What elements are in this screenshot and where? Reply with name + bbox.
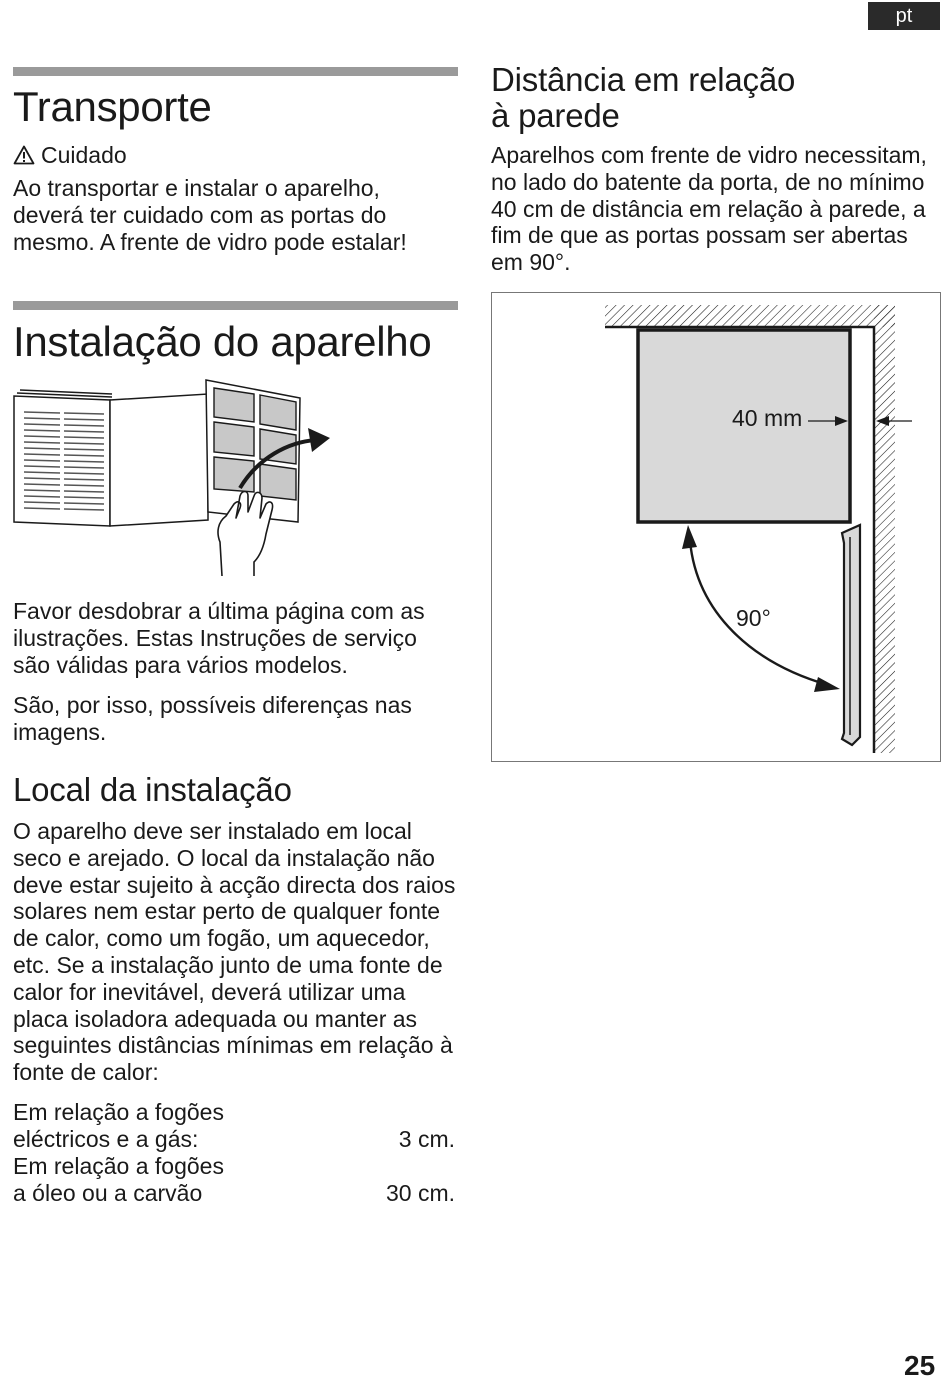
angle-label: 90° xyxy=(736,605,771,631)
distancia-paragraph: Aparelhos com frente de vidro necessitam, no lado do batente da porta, de no mínimo 40 cm de distância em relação à parede, a fim de que as portas possam ser abertas em 90°. xyxy=(491,142,927,276)
manual-illustration xyxy=(8,372,338,582)
side-wall xyxy=(874,305,895,753)
distancia-heading-line2: à parede xyxy=(491,97,620,134)
warning-icon xyxy=(13,145,35,165)
distance-row-electric xyxy=(13,1099,455,1153)
distance-value: 3 cm. xyxy=(398,1125,455,1152)
caution-label xyxy=(13,142,127,168)
transporte-text: Ao transportar e instalar o aparelho, deverá ter cuidado com as portas do mesmo. A frente de vidro pode estalar! xyxy=(13,175,407,255)
instalacao-paragraph-1: Favor desdobrar a última página com as ilustrações. Estas Instruções de serviço são válidas para vários modelos. xyxy=(13,598,425,678)
transporte-heading: Transporte xyxy=(13,83,212,130)
distance-value: 30 cm. xyxy=(385,1179,455,1206)
language-tab: pt xyxy=(868,2,940,30)
section-rule xyxy=(13,67,458,76)
wall-distance-diagram xyxy=(491,292,941,762)
local-paragraph: O aparelho deve ser instalado em local seco e arejado. O local da instalação não deve estar sujeito à acção directa dos raios solares nem estar perto de qualquer fonte de calor, como um fogão, um aquecedor, etc. Se a instalação junto de uma fonte de calor for inevitável, deverá utilizar uma placa isoladora adequada ou manter as seguintes distâncias mínimas em relação à fonte de calor: xyxy=(13,818,456,1086)
distance-row-oil-coal xyxy=(13,1153,455,1207)
caution-text: Cuidado xyxy=(41,142,127,168)
section-rule xyxy=(13,301,458,310)
diagram-drawing xyxy=(492,293,940,761)
distance-label-line1: Em relação a fogões xyxy=(13,1153,224,1179)
page-number: 25 xyxy=(904,1350,936,1381)
distancia-heading xyxy=(491,62,931,134)
local-heading: Local da instalação xyxy=(13,771,292,808)
distance-label-line2: eléctricos e a gás: xyxy=(13,1125,199,1152)
instalacao-paragraph-2: São, por isso, possíveis diferenças nas imagens. xyxy=(13,692,412,745)
distance-label-line1: Em relação a fogões xyxy=(13,1099,224,1125)
back-wall xyxy=(605,305,895,327)
distance-label: 40 mm xyxy=(732,405,803,431)
distance-label-line2: a óleo ou a carvão xyxy=(13,1179,203,1206)
instalacao-heading: Instalação do aparelho xyxy=(13,318,432,365)
distancia-heading-line1: Distância em relação xyxy=(491,61,796,98)
open-door xyxy=(842,525,860,745)
